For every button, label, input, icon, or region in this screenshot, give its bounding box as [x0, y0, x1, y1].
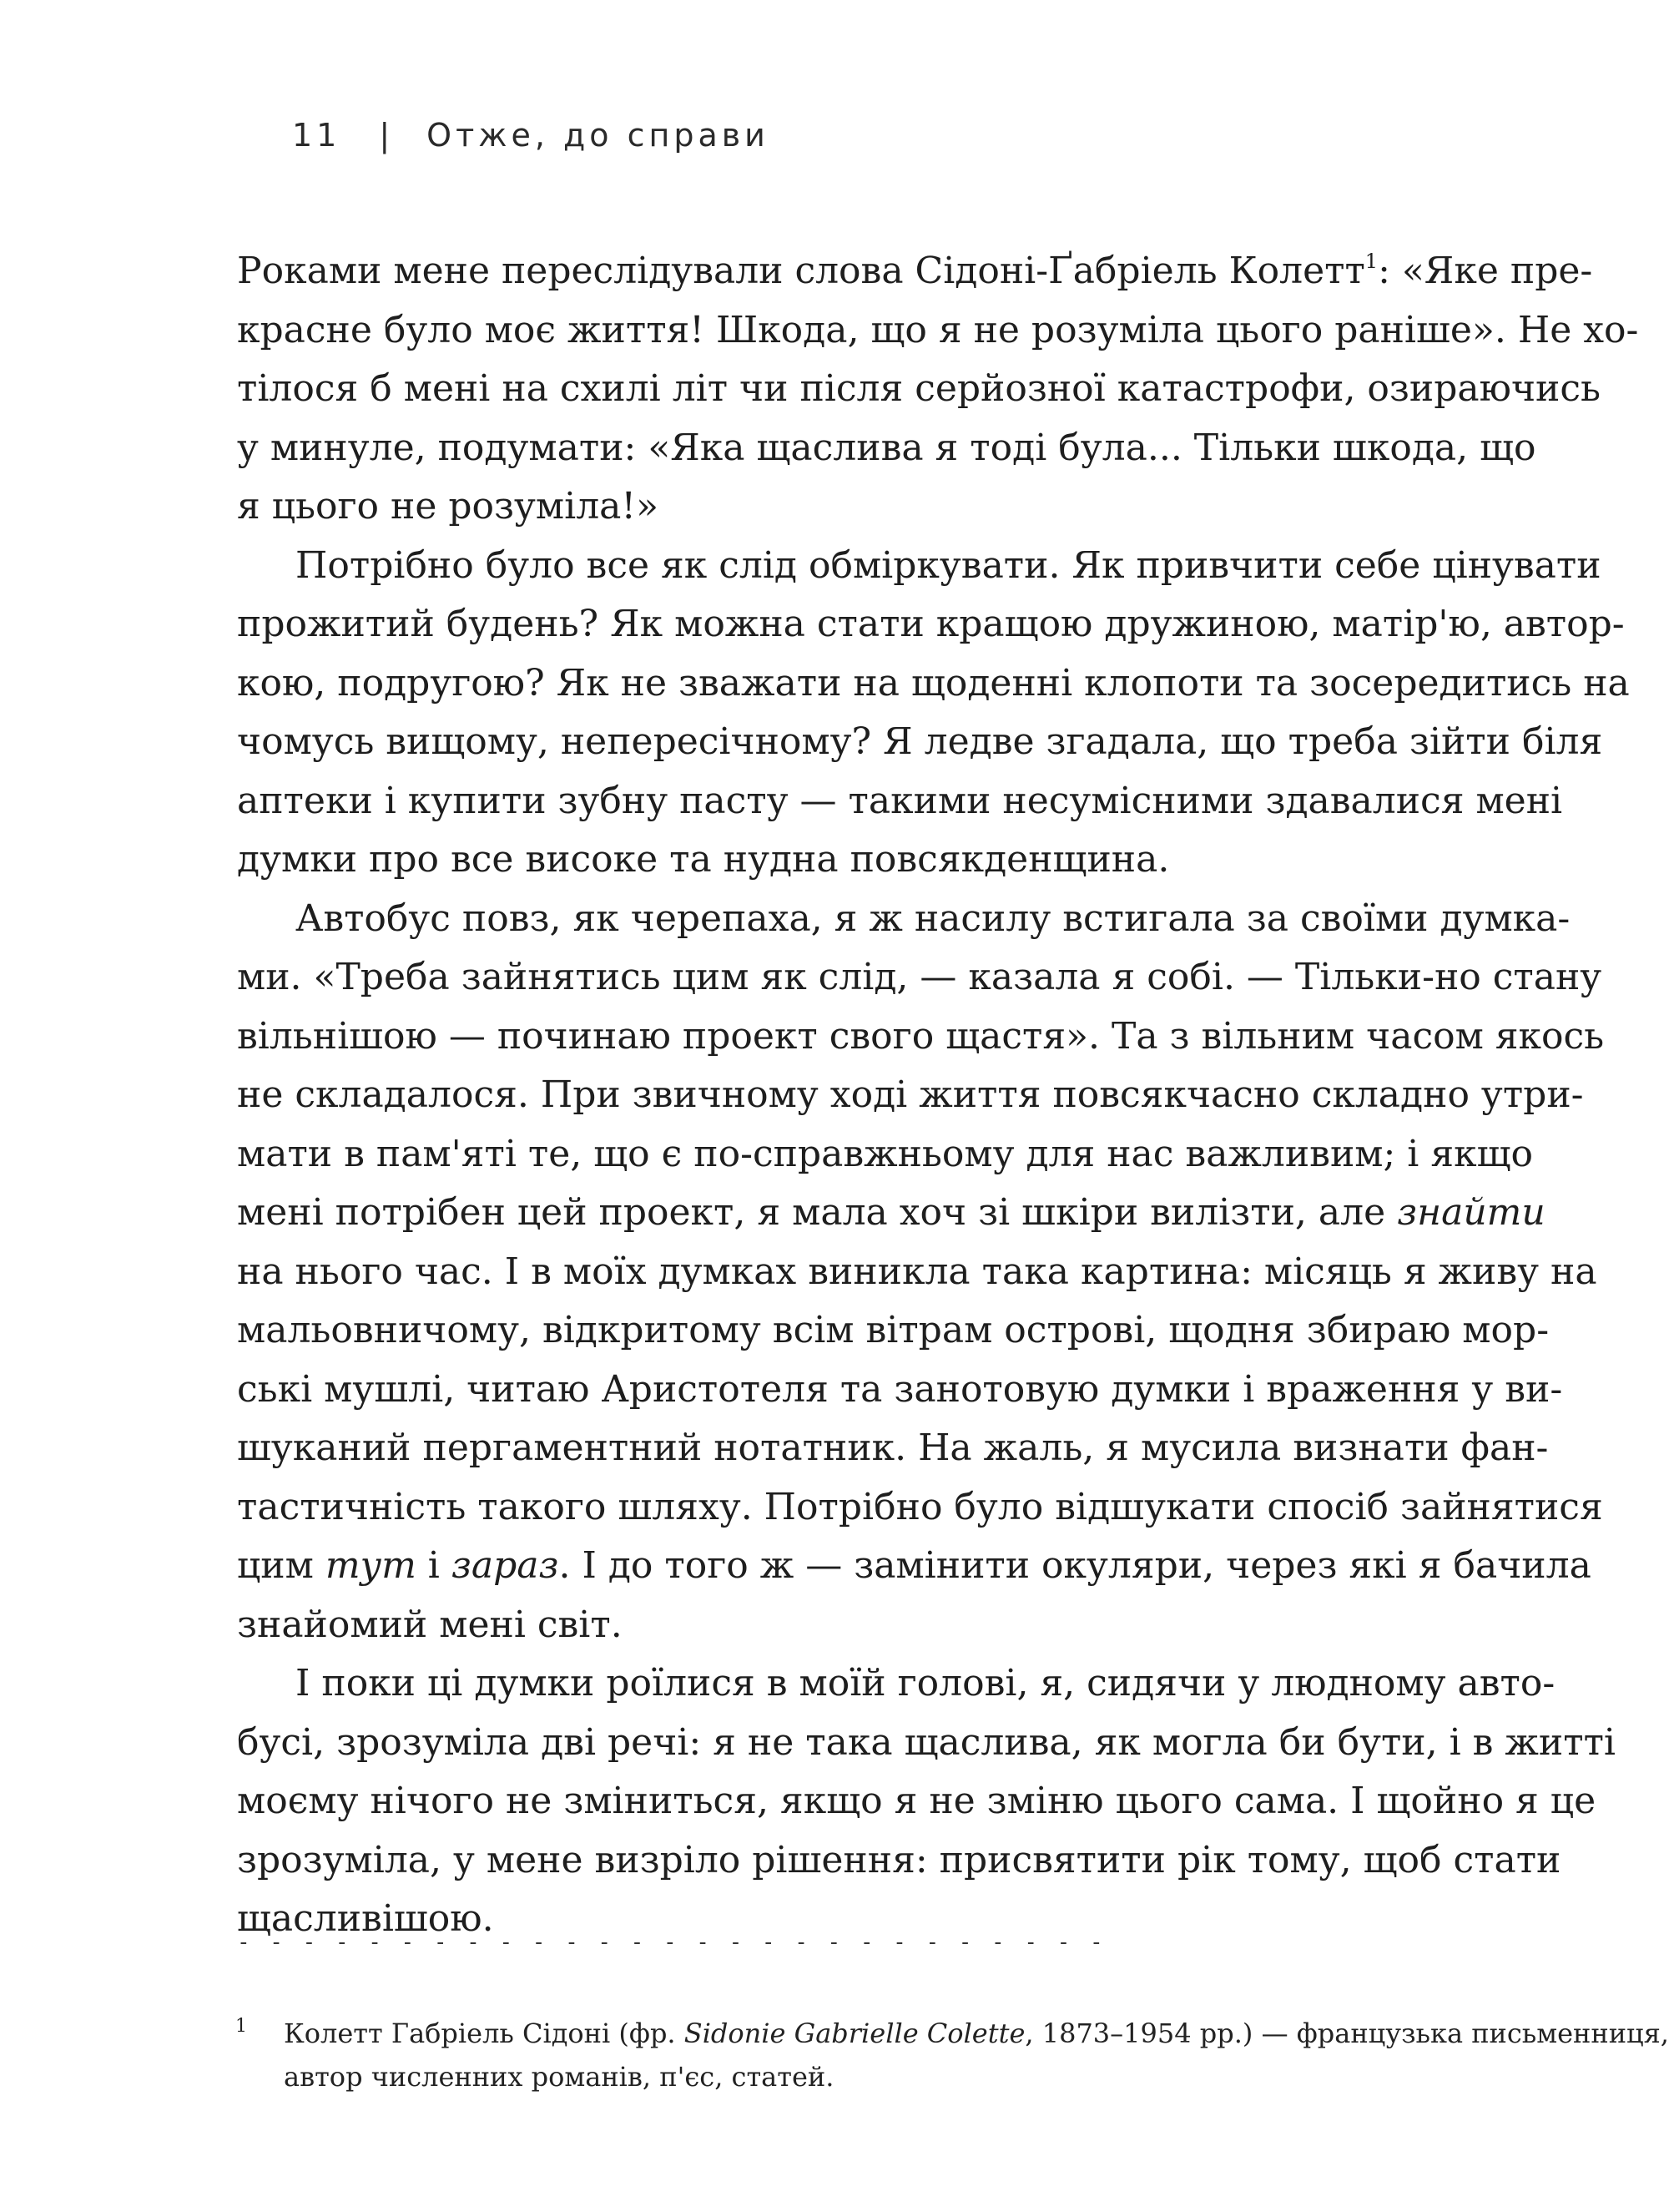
text-run: чомусь вищому, непересічному? Я ледве згадала, що треба зійти біля — [237, 720, 1603, 763]
text-line — [237, 1361, 1563, 1420]
italic-text: знайти — [1397, 1191, 1545, 1234]
text-run: щасливішою. — [237, 1897, 494, 1940]
text-run: І поки ці думки роїлися в моїй голові, я, сидячи у людному авто- — [295, 1662, 1556, 1704]
footnote-original-name: Sidonie Gabrielle Colette — [683, 2018, 1026, 2049]
text-line — [237, 1243, 1597, 1302]
footnote — [235, 2012, 1669, 2098]
text-run: прожитий будень? Як можна стати кращою дружиною, матір'ю, автор- — [237, 603, 1625, 645]
text-line — [237, 1654, 1556, 1714]
text-line — [237, 772, 1563, 831]
text-line — [237, 1066, 1584, 1125]
text-line — [237, 595, 1625, 654]
text-line — [237, 242, 1593, 301]
text-line — [237, 360, 1601, 419]
footnote-line-1 — [237, 2012, 1669, 2055]
italic-text: зараз — [451, 1544, 559, 1587]
text-run: : «Яке пре- — [1378, 250, 1593, 292]
footnote-text-b: , 1873–1954 рр.) — французька письменниця, — [1025, 2018, 1669, 2049]
text-run: моєму нічого не зміниться, якщо я не зміню цього сама. І щойно я це — [237, 1780, 1596, 1822]
chapter-title: Отже, до справи — [426, 117, 769, 154]
text-line — [237, 948, 1602, 1008]
paragraph — [237, 537, 1630, 890]
page-number: 11 — [292, 117, 341, 154]
text-line — [237, 477, 1419, 537]
text-line — [237, 1596, 1419, 1655]
italic-text: тут — [325, 1544, 416, 1587]
footnote-reference: 1 — [1364, 250, 1379, 273]
text-run: красне було моє життя! Шкода, що я не розуміла цього раніше». Не хо- — [237, 308, 1639, 351]
text-run: кою, подругою? Як не зважати на щоденні клопоти та зосередитись на — [237, 661, 1630, 705]
text-line — [237, 537, 1601, 596]
text-run: не складалося. При звичному ході життя повсякчасно складно утри- — [237, 1073, 1584, 1116]
running-header — [292, 117, 769, 154]
text-run: у минуле, подумати: «Яка щаслива я тоді була... Тільки шкода, що — [237, 426, 1536, 469]
paragraph — [237, 242, 1639, 537]
text-line — [237, 1714, 1616, 1773]
text-run: мені потрібен цей проект, я мала хоч зі шкіри вилізти, але — [237, 1191, 1398, 1234]
text-run: мати в пам'яті те, що є по-справжньому для нас важливим; і якщо — [237, 1132, 1534, 1175]
text-run: я цього не розуміла!» — [237, 485, 658, 528]
footnote-line-2: автор численних романів, п'єс, статей. — [284, 2061, 834, 2093]
text-line — [237, 1478, 1603, 1538]
text-run: зрозуміла, у мене визріло рішення: присвятити рік тому, щоб стати — [237, 1838, 1561, 1881]
text-line — [237, 1125, 1534, 1184]
text-line — [237, 1008, 1605, 1067]
text-run: і — [416, 1544, 451, 1587]
text-run: шуканий пергаментний нотатник. На жаль, я мусила визнати фан- — [237, 1427, 1549, 1469]
text-run: ми. «Треба зайнятись цим як слід, — казала я собі. — Тільки-но стану — [237, 956, 1602, 998]
text-line — [237, 1419, 1549, 1478]
footnote-text-a: Колетт Габріель Сідоні (фр. — [284, 2018, 684, 2049]
text-run: тастичність такого шляху. Потрібно було відшукати спосіб зайнятися — [237, 1485, 1603, 1528]
text-line — [237, 1301, 1550, 1361]
text-run: Потрібно було все як слід обміркувати. Як привчити себе цінувати — [295, 543, 1601, 587]
body-text — [237, 242, 1639, 1949]
text-line — [237, 1772, 1596, 1831]
text-line — [237, 1184, 1545, 1243]
text-line — [237, 831, 1419, 890]
text-run: тілося б мені на схилі літ чи після серйозної катастрофи, озираючись — [237, 367, 1601, 410]
text-run: мальовничому, відкритому всім вітрам острові, щодня збираю мор- — [237, 1309, 1550, 1351]
text-run: цим — [237, 1544, 325, 1587]
text-run: . І до того ж — замінити окуляри, через які я бачила — [558, 1544, 1591, 1587]
text-run: аптеки і купити зубну пасту — такими несумісними здавалися мені — [237, 779, 1563, 822]
text-run: вільнішою — починаю проект свого щастя». Та з вільним часом якось — [237, 1014, 1605, 1058]
text-run: думки про все високе та нудна повсякденщина. — [237, 838, 1170, 881]
text-line — [237, 1537, 1591, 1596]
text-run: знайомий мені світ. — [237, 1603, 623, 1646]
header-separator: | — [379, 117, 391, 154]
text-line — [237, 419, 1536, 478]
text-run: Роками мене переслідували слова Сідоні-Ґабріель Колетт — [237, 250, 1365, 292]
text-line — [237, 890, 1571, 949]
text-run: на нього час. І в моїх думках виникла така картина: місяць я живу на — [237, 1250, 1597, 1293]
paragraph — [237, 890, 1605, 1655]
footnote-separator: - - - - - - - - - - - - - - - - - - - - - - - - - - - — [237, 1930, 1107, 1955]
text-line — [237, 654, 1630, 714]
text-line — [237, 301, 1639, 361]
text-run: бусі, зрозуміла дві речі: я не така щаслива, як могла би бути, і в житті — [237, 1720, 1616, 1764]
text-run: ські мушлі, читаю Аристотеля та занотовую думки і враження у ви- — [237, 1367, 1563, 1411]
paragraph — [237, 1654, 1616, 1949]
text-line — [237, 1831, 1561, 1891]
footnote-mark: 1 — [235, 2016, 247, 2037]
text-run: Автобус повз, як черепаха, я ж насилу встигала за своїми думка- — [295, 896, 1571, 940]
text-line — [237, 713, 1603, 772]
